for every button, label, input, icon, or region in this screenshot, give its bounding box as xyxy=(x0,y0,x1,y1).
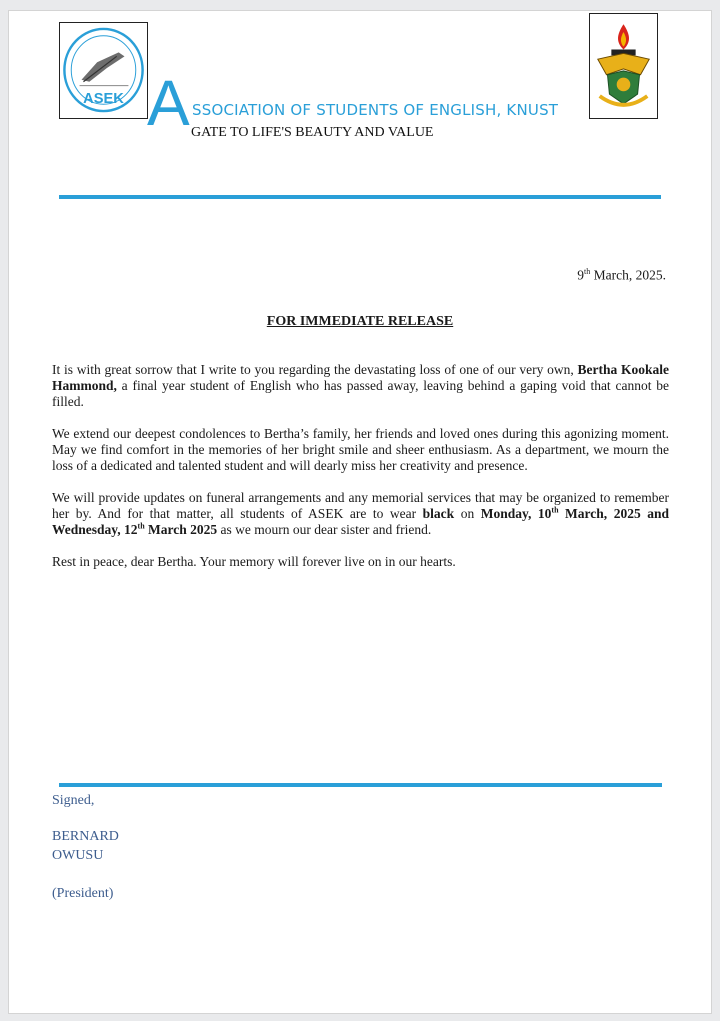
date-suffix: th xyxy=(584,267,591,276)
letter-date xyxy=(577,267,666,284)
signatory-role: (President) xyxy=(52,886,114,901)
knust-crest-icon xyxy=(590,14,657,118)
org-initial: A xyxy=(147,67,190,139)
signatory-name xyxy=(52,827,119,865)
asek-logo xyxy=(59,22,148,119)
p3-text-end: as we mourn our dear sister and friend. xyxy=(217,522,432,537)
student-name: Bertha Kookale Hammond, xyxy=(52,362,669,393)
release-heading: FOR IMMEDIATE RELEASE xyxy=(266,314,454,329)
asek-logo-text: ASEK xyxy=(83,91,124,108)
paragraph-3 xyxy=(52,490,669,538)
document-page xyxy=(8,10,712,1014)
dress-color: black xyxy=(422,506,455,521)
date-rest: March, 2025. xyxy=(590,267,666,283)
paragraph-2: We extend our deepest condolences to Bertha’s family, her friends and loved ones during this agonizing moment. May we find comfort in the memories of her bright smile and sheer enthusiasm. As a department, we mourn the loss of a dedicated and talented student and will dearly miss her creativity and presence. xyxy=(52,426,669,473)
letter-body xyxy=(52,362,669,586)
date-1-suffix: th xyxy=(551,505,559,515)
p1-text: It is with great sorrow that I write to you regarding the devastating loss of one of our very own, xyxy=(52,362,578,377)
date-2-rest: March 2025 xyxy=(144,522,218,537)
paragraph-4: Rest in peace, dear Bertha. Your memory will forever live on in our hearts. xyxy=(52,554,456,569)
footer-divider xyxy=(59,783,662,787)
signatory-last-name: OWUSU xyxy=(52,848,104,863)
date-1-day: Monday, 10 xyxy=(480,506,552,521)
p3-on: on xyxy=(454,506,481,521)
signed-label: Signed, xyxy=(52,793,95,808)
date-2-suffix: th xyxy=(137,521,145,531)
org-name: SSOCIATION OF STUDENTS OF ENGLISH, KNUST xyxy=(192,101,559,119)
knust-crest xyxy=(589,13,658,119)
quill-emblem-icon xyxy=(60,23,147,118)
paragraph-1 xyxy=(52,362,669,410)
org-tagline: GATE TO LIFE'S BEAUTY AND VALUE xyxy=(191,125,434,140)
date-1-rest: March, 2025 and Wednesday, 12 xyxy=(52,506,670,537)
p1-text-end: a final year student of English who has passed away, leaving behind a gaping void that cannot be filled. xyxy=(52,378,669,409)
signatory-first-name: BERNARD xyxy=(52,829,119,844)
date-day: 9 xyxy=(577,267,585,283)
header-divider xyxy=(59,195,661,199)
p3-text: We will provide updates on funeral arrangements and any memorial services that may be organized to remember her by. And for that matter, all students of ASEK are to wear xyxy=(52,490,669,521)
